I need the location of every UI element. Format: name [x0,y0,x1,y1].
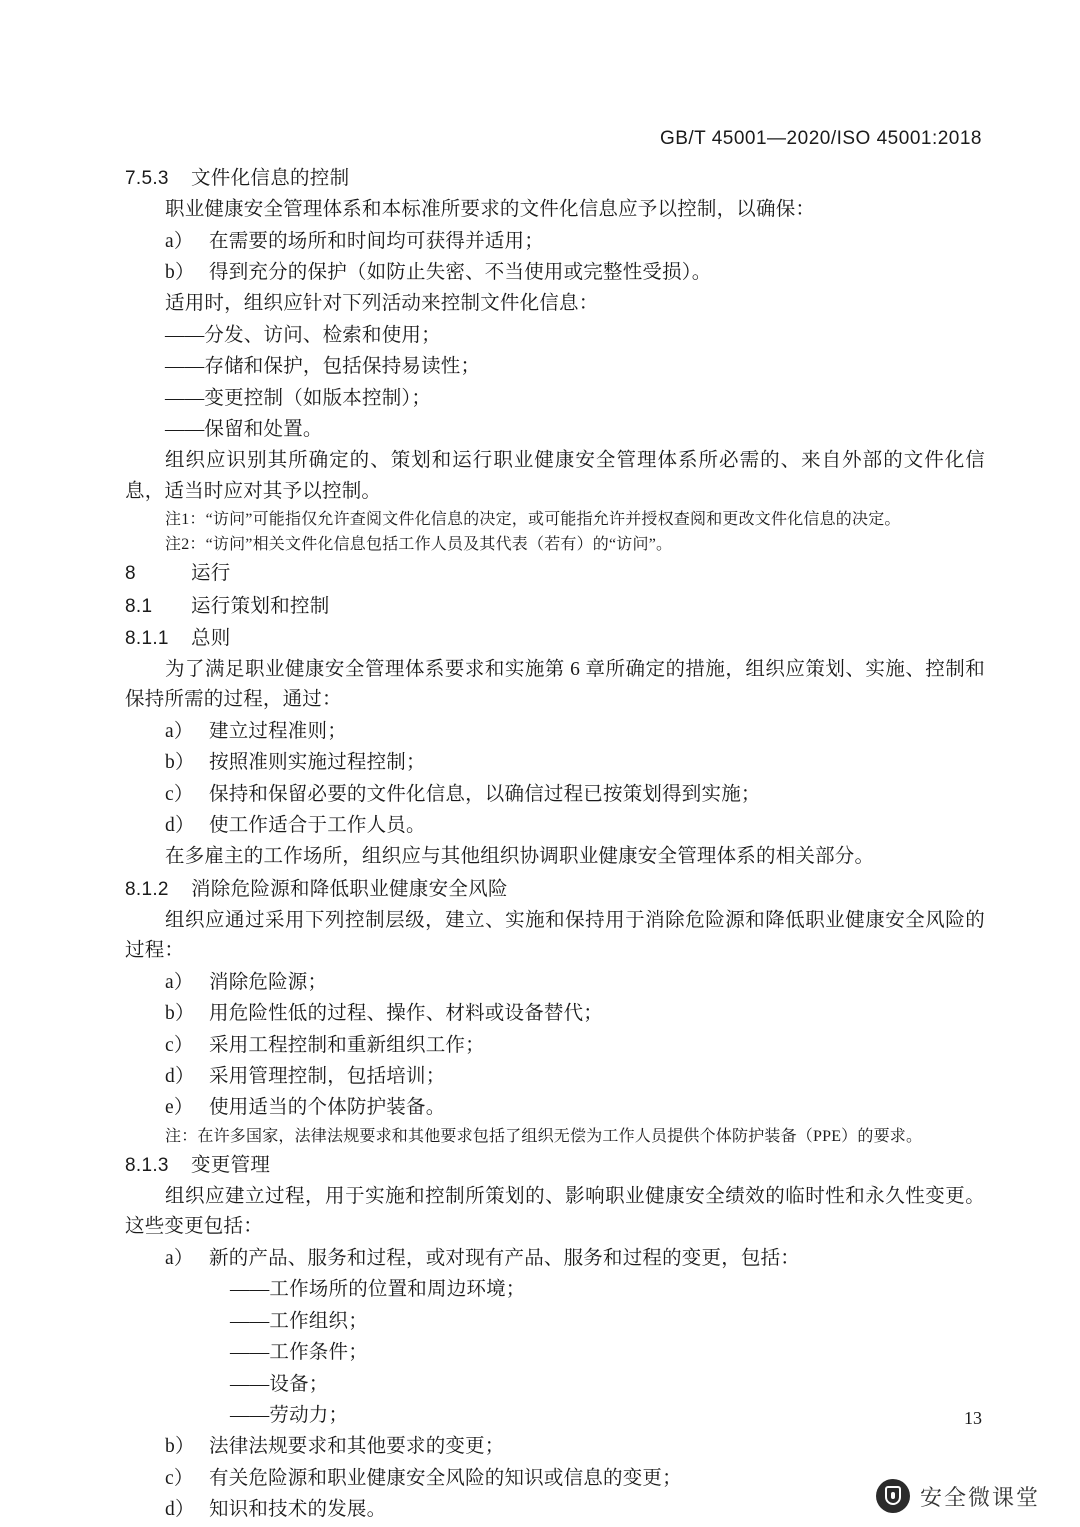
paragraph: 组织应通过采用下列控制层级，建立、实施和保持用于消除危险源和降低职业健康安全风险的过程： [125,910,985,962]
list-item-text: 采用管理控制，包括培训； [209,1066,446,1088]
list-item-text: 用危险性低的过程、操作、材料或设备替代； [209,1003,604,1025]
clause-heading-8.1 [125,592,985,622]
dash-item: ——分发、访问、检索和使用； [165,324,441,346]
list-item [125,1432,985,1462]
list-item-text: 新的产品、服务和过程，或对现有产品、服务和过程的变更，包括： [209,1247,801,1269]
watermark [876,1479,1040,1513]
list-item-text: 使工作适合于工作人员。 [209,814,426,836]
list-item-label: a） [165,230,194,252]
list-item-label: a） [165,971,194,993]
clause-heading-8 [125,559,985,589]
note-text: 注2：“访问”相关文件化信息包括工作人员及其代表（若有）的“访问”。 [165,536,673,554]
list-item-label: d） [165,1499,195,1521]
list-item-text: 得到充分的保护（如防止失密、不当使用或完整性受损）。 [209,262,712,284]
paragraph: 组织应识别其所确定的、策划和运行职业健康安全管理体系所必需的、来自外部的文件化信息，适当时应对其予以控制。 [125,450,985,502]
list-item-label: b） [165,262,195,284]
clause-number: 8.1.2 [125,878,169,900]
clause-heading-8.1.2 [125,875,985,905]
paragraph: 为了满足职业健康安全管理体系要求和实施第 6 章所确定的措施，组织应策划、实施、控制和保持所需的过程，通过： [125,658,985,711]
clause-number: 8.1.1 [125,627,169,649]
list-item-label: b） [165,1003,195,1025]
clause-heading-8.1.3 [125,1151,985,1181]
clause-number: 8.1 [125,595,153,617]
list-item-text: 采用工程控制和重新组织工作； [209,1034,485,1056]
list-item [125,1062,985,1092]
document-body [125,162,985,1527]
list-item [125,748,985,778]
dash-item-nested: ——劳动力； [230,1404,349,1426]
clause-number: 7.5.3 [125,168,169,189]
list-item [125,227,985,257]
list-item-label: a） [165,1247,194,1269]
list-item [125,1464,985,1494]
clause-title: 运行策划和控制 [191,595,330,617]
dash-item: ——存储和保护，包括保持易读性； [165,356,481,378]
list-item-label: b） [165,752,195,774]
list-item-text: 有关危险源和职业健康安全风险的知识或信息的变更； [209,1467,682,1489]
list-item [125,1031,985,1061]
list-item [125,717,985,747]
clause-title: 文件化信息的控制 [191,168,350,189]
page-header-standard-code: GB/T 45001—2020/ISO 45001:2018 [659,128,982,149]
watermark-label: 安全微课堂 [919,1484,1040,1510]
lock-icon [876,1479,910,1513]
paragraph: 在多雇主的工作场所，组织应与其他组织协调职业健康安全管理体系的相关部分。 [165,846,875,868]
clause-number: 8 [125,563,136,585]
paragraph: 职业健康安全管理体系和本标准所要求的文件化信息应予以控制，以确保： [165,199,816,221]
list-item-label: c） [165,1467,194,1489]
list-item-text: 在需要的场所和时间均可获得并适用； [209,230,544,252]
list-item [125,811,985,841]
paragraph: 组织应建立过程，用于实施和控制所策划的、影响职业健康安全绩效的临时性和永久性变更。这些变更包括： [125,1186,985,1238]
clause-number: 8.1.3 [125,1154,169,1176]
list-item [125,1093,985,1123]
list-item [125,968,985,998]
dash-item-nested: ——工作场所的位置和周边环境； [230,1279,526,1301]
list-item-text: 建立过程准则； [209,720,347,742]
clause-title: 变更管理 [191,1154,271,1176]
clause-heading-8.1.1 [125,624,985,654]
list-item-label: d） [165,1066,195,1088]
clause-title: 运行 [191,563,231,585]
list-item [125,999,985,1029]
page-number: 13 [964,1408,982,1428]
note-text: 注1：“访问”可能指仅允许查阅文件化信息的决定，或可能指允许并授权查阅和更改文件化信息的决定。 [165,511,901,529]
list-item-label: a） [165,720,194,742]
clause-heading-7.5.3 [125,164,985,194]
list-item-label: b） [165,1436,195,1458]
list-item-text: 知识和技术的发展。 [209,1499,387,1521]
list-item-label: c） [165,783,194,805]
list-item-text: 法律法规要求和其他要求的变更； [209,1436,505,1458]
dash-item: ——变更控制（如版本控制）； [165,387,432,409]
clause-title: 消除危险源和降低职业健康安全风险 [191,878,508,900]
list-item-label: c） [165,1034,194,1056]
list-item [125,780,985,810]
list-item-text: 保持和保留必要的文件化信息，以确信过程已按策划得到实施； [209,783,761,805]
list-item-label: e） [165,1097,194,1119]
note-text: 注：在许多国家，法律法规要求和其他要求包括了组织无偿为工作人员提供个体防护装备（PPE）的要求。 [165,1127,923,1145]
paragraph: 适用时，组织应针对下列活动来控制文件化信息： [165,293,599,315]
dash-item: ——保留和处置。 [165,419,323,441]
list-item-text: 消除危险源； [209,971,328,993]
list-item-label: d） [165,814,195,836]
dash-item-nested: ——设备； [230,1373,329,1395]
list-item [125,1244,985,1274]
dash-item-nested: ——工作组织； [230,1310,368,1332]
list-item [125,258,985,288]
list-item-text: 使用适当的个体防护装备。 [209,1097,446,1119]
list-item [125,1495,985,1525]
dash-item-nested: ——工作条件； [230,1342,368,1364]
list-item-text: 按照准则实施过程控制； [209,752,426,774]
clause-title: 总则 [191,627,231,649]
